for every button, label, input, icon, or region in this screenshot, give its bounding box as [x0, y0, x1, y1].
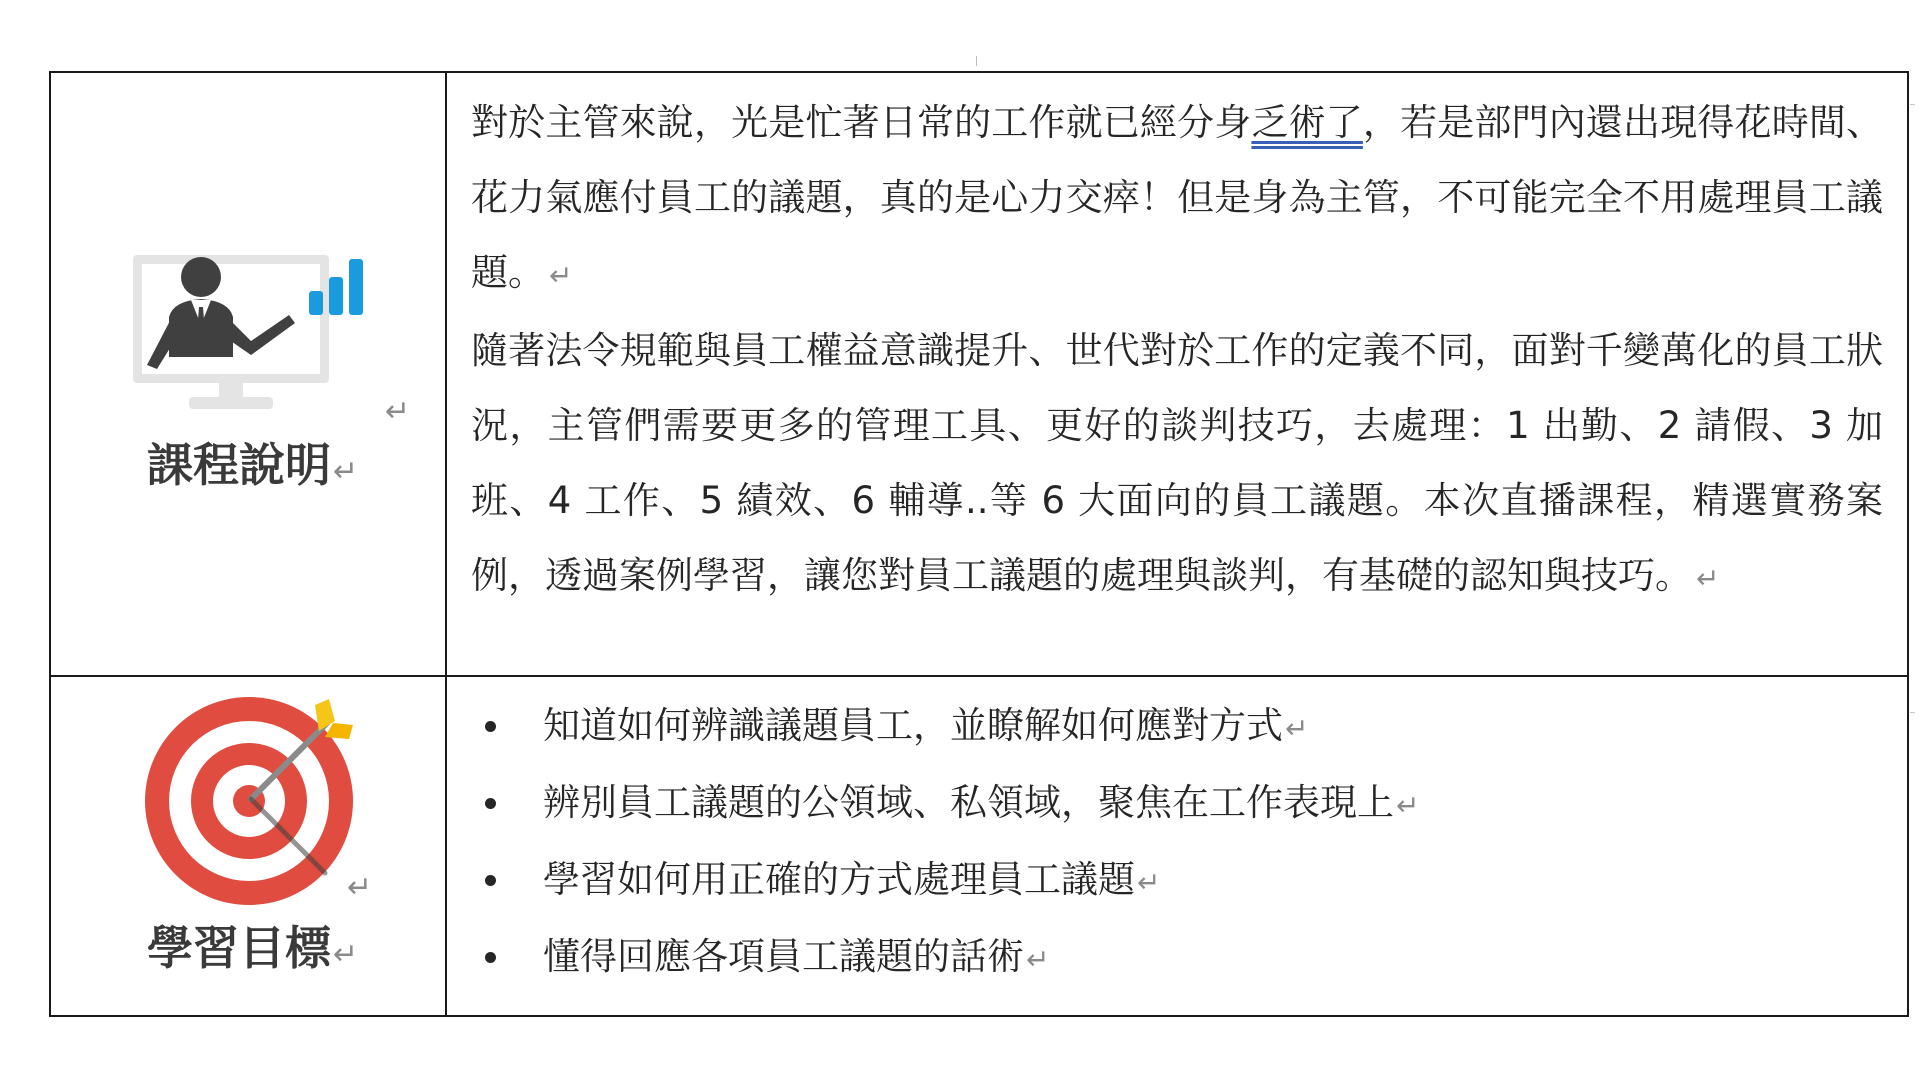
- paragraph-mark: ↵: [1026, 943, 1050, 976]
- paragraph-mark: ↵: [333, 937, 359, 972]
- intro-content-cell: [446, 72, 1908, 676]
- paragraph-mark: ↵: [385, 394, 411, 429]
- table-row-goals: [50, 676, 1908, 1016]
- list-item: [479, 843, 1907, 920]
- bullet-icon: [485, 952, 496, 963]
- intro-title: [147, 438, 359, 492]
- presenter-chart-icon: [133, 253, 393, 437]
- intro-para2-text: 隨著法令規範與員工權益意識提升、世代對於工作的定義不同，面對千變萬化的員工狀況，主管們需要更多的管理工具、更好的談判技巧，去處理：1 出勤、2 請假、3 加班、4 工作、5 績效、6 輔導..等 6 大面向的員工議題。本次直播課程，精選實務案例，透過案例學習，讓您對員工議題的處理與談判，有基礎的認知與技巧。: [471, 329, 1883, 597]
- paragraph-mark: ↵: [1696, 562, 1720, 595]
- goal-text: 學習如何用正確的方式處理員工議題: [543, 858, 1135, 901]
- intro-para1-start: 對於主管來說，光是忙著日常的工作就已經分身: [471, 101, 1252, 144]
- list-item: [479, 766, 1907, 843]
- bullet-icon: [485, 875, 496, 886]
- intro-title-text: 課程說明: [147, 438, 331, 492]
- table-row-intro: [50, 72, 1908, 676]
- goals-list: [447, 677, 1907, 997]
- paragraph-mark: ↵: [347, 870, 373, 905]
- intro-para1-end: ，若是部門內還出現得花時間、花力氣應付員工的議題，真的是心力交瘁！但是身為主管，不可能完全不用處理員工議題。: [471, 101, 1884, 294]
- paragraph-mark: ↵: [1285, 712, 1309, 745]
- paragraph-mark: ↵: [333, 454, 359, 489]
- intro-paragraph-2: [471, 313, 1883, 616]
- goals-title: [147, 921, 359, 975]
- paragraph-mark: ↵: [1137, 866, 1161, 899]
- spellcheck-underlined-word[interactable]: 乏術了: [1251, 101, 1363, 144]
- list-item: [479, 920, 1907, 997]
- list-item: [479, 689, 1907, 766]
- goals-content-cell: [446, 676, 1908, 1016]
- goal-text: 知道如何辨識議題員工，並瞭解如何應對方式: [543, 704, 1283, 747]
- intro-label-cell: [50, 72, 446, 676]
- goals-label-cell: [50, 676, 446, 1016]
- target-arrow-icon: [143, 695, 363, 919]
- intro-text: [447, 73, 1907, 616]
- ruler-tick: [976, 56, 977, 66]
- intro-paragraph-1: [471, 85, 1883, 313]
- goal-text: 懂得回應各項員工議題的話術: [543, 935, 1024, 978]
- paragraph-mark: ↵: [1396, 789, 1420, 822]
- bullet-icon: [485, 798, 496, 809]
- paragraph-mark: ↵: [549, 259, 573, 292]
- margin-mark: [1910, 712, 1915, 713]
- margin-mark: [1910, 104, 1915, 105]
- goals-title-text: 學習目標: [147, 921, 331, 975]
- bullet-icon: [485, 721, 496, 732]
- course-info-table: [49, 71, 1909, 1017]
- goal-text: 辨別員工議題的公領域、私領域，聚焦在工作表現上: [543, 781, 1394, 824]
